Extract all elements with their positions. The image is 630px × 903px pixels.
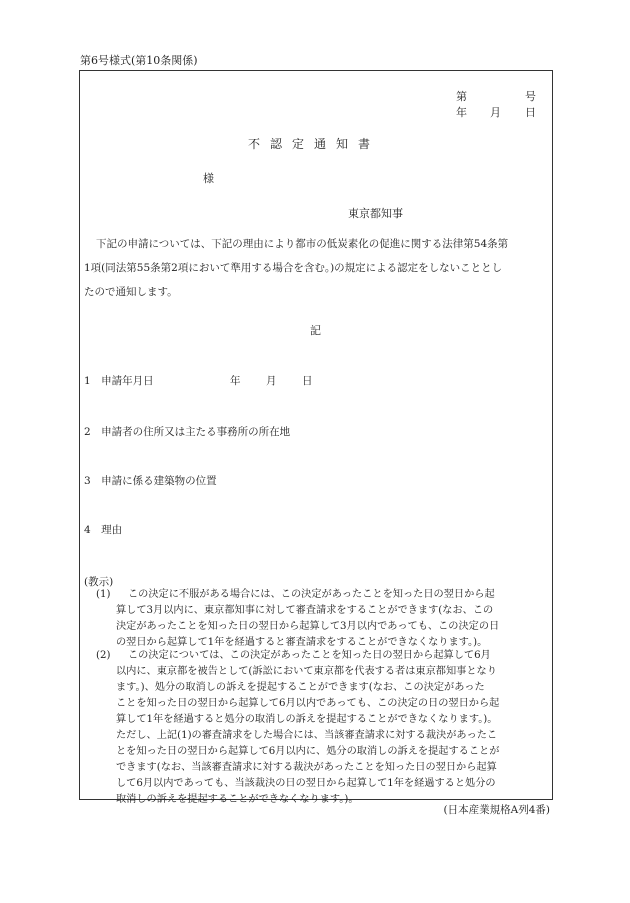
note-line: の翌日から起算して1年を経過すると審査請求をすることができなくなります。)。 [116, 637, 488, 648]
issuer-name: 東京都知事 [348, 207, 403, 220]
note-line: できます(なお、当該審査請求に対する裁決があったことを知った日の翌日から起算 [116, 762, 497, 773]
note-number: (2) [96, 650, 111, 661]
note-line: ことを知った日の翌日から起算して6月以内であっても、この決定の日の翌日から起 [116, 698, 500, 709]
item-building-location: 3 申請に係る建築物の位置 [84, 475, 217, 487]
number-prefix: 第 [456, 90, 467, 103]
note-line: 取消しの訴えを提起することができなくなります。)。 [116, 794, 359, 805]
note-line: 決定があったことを知った日の翌日から起算して3月以内であっても、この決定の日 [116, 621, 500, 632]
note-line: とを知った日の翌日から起算して6月以内に、処分の取消しの訴えを提起することが [116, 746, 500, 757]
note-line: この決定に不服がある場合には、この決定があったことを知った日の翌日から起 [128, 589, 495, 600]
note-line: して6月以内であっても、当該裁決の日の翌日から起算して1年を経過すると処分の [116, 778, 496, 789]
kyoji-note-2 [96, 648, 546, 808]
item1-day: 日 [302, 375, 313, 387]
form-number-label: 第6号様式(第10条関係) [80, 54, 198, 67]
kyoji-heading: (教示) [84, 576, 114, 588]
note-line: 算して1年を経過すると処分の取消しの訴えを提起することができなくなります。)。 [116, 714, 498, 725]
addressee-suffix: 様 [203, 172, 214, 185]
item1-month: 月 [266, 375, 277, 387]
date-day: 日 [525, 106, 536, 119]
note-line: ます。)、処分の取消しの訴えを提起することができます(なお、この決定があった [116, 682, 485, 693]
item-applicant-address: 2 申請者の住所又は主たる事務所の所在地 [84, 426, 291, 438]
note-number: (1) [96, 589, 111, 600]
note-line: この決定については、この決定があったことを知った日の翌日から起算して6月 [128, 650, 491, 661]
body-line: 1項(同法第55条第2項において準用する場合を含む。)の規定による認定をしないこととし [84, 262, 503, 274]
kyoji-note-1 [96, 587, 546, 651]
notice-body [84, 232, 544, 304]
body-line: たので通知します。 [84, 286, 178, 298]
item1-year: 年 [230, 375, 241, 387]
paper-size-note: (日本産業規格A列4番) [443, 804, 550, 816]
note-line: 算して3月以内に、東京都知事に対して審査請求をすることができます(なお、この [116, 605, 494, 616]
ki-heading: 記 [310, 324, 321, 337]
item-reason: 4 理由 [84, 524, 123, 536]
document-title: 不認定通知書 [248, 137, 381, 151]
date-year: 年 [456, 106, 467, 119]
date-month: 月 [490, 106, 501, 119]
note-line: ただし、上記(1)の審査請求をした場合には、当該審査請求に対する裁決があったこ [116, 730, 498, 741]
body-line: 下記の申請については、下記の理由により都市の低炭素化の促進に関する法律第54条第 [96, 238, 509, 250]
item-application-date: 1 申請年月日 [84, 375, 154, 387]
number-suffix: 号 [525, 90, 536, 103]
note-line: 以内に、東京都を被告として(訴訟において東京都を代表する者は東京都知事となり [116, 666, 497, 677]
